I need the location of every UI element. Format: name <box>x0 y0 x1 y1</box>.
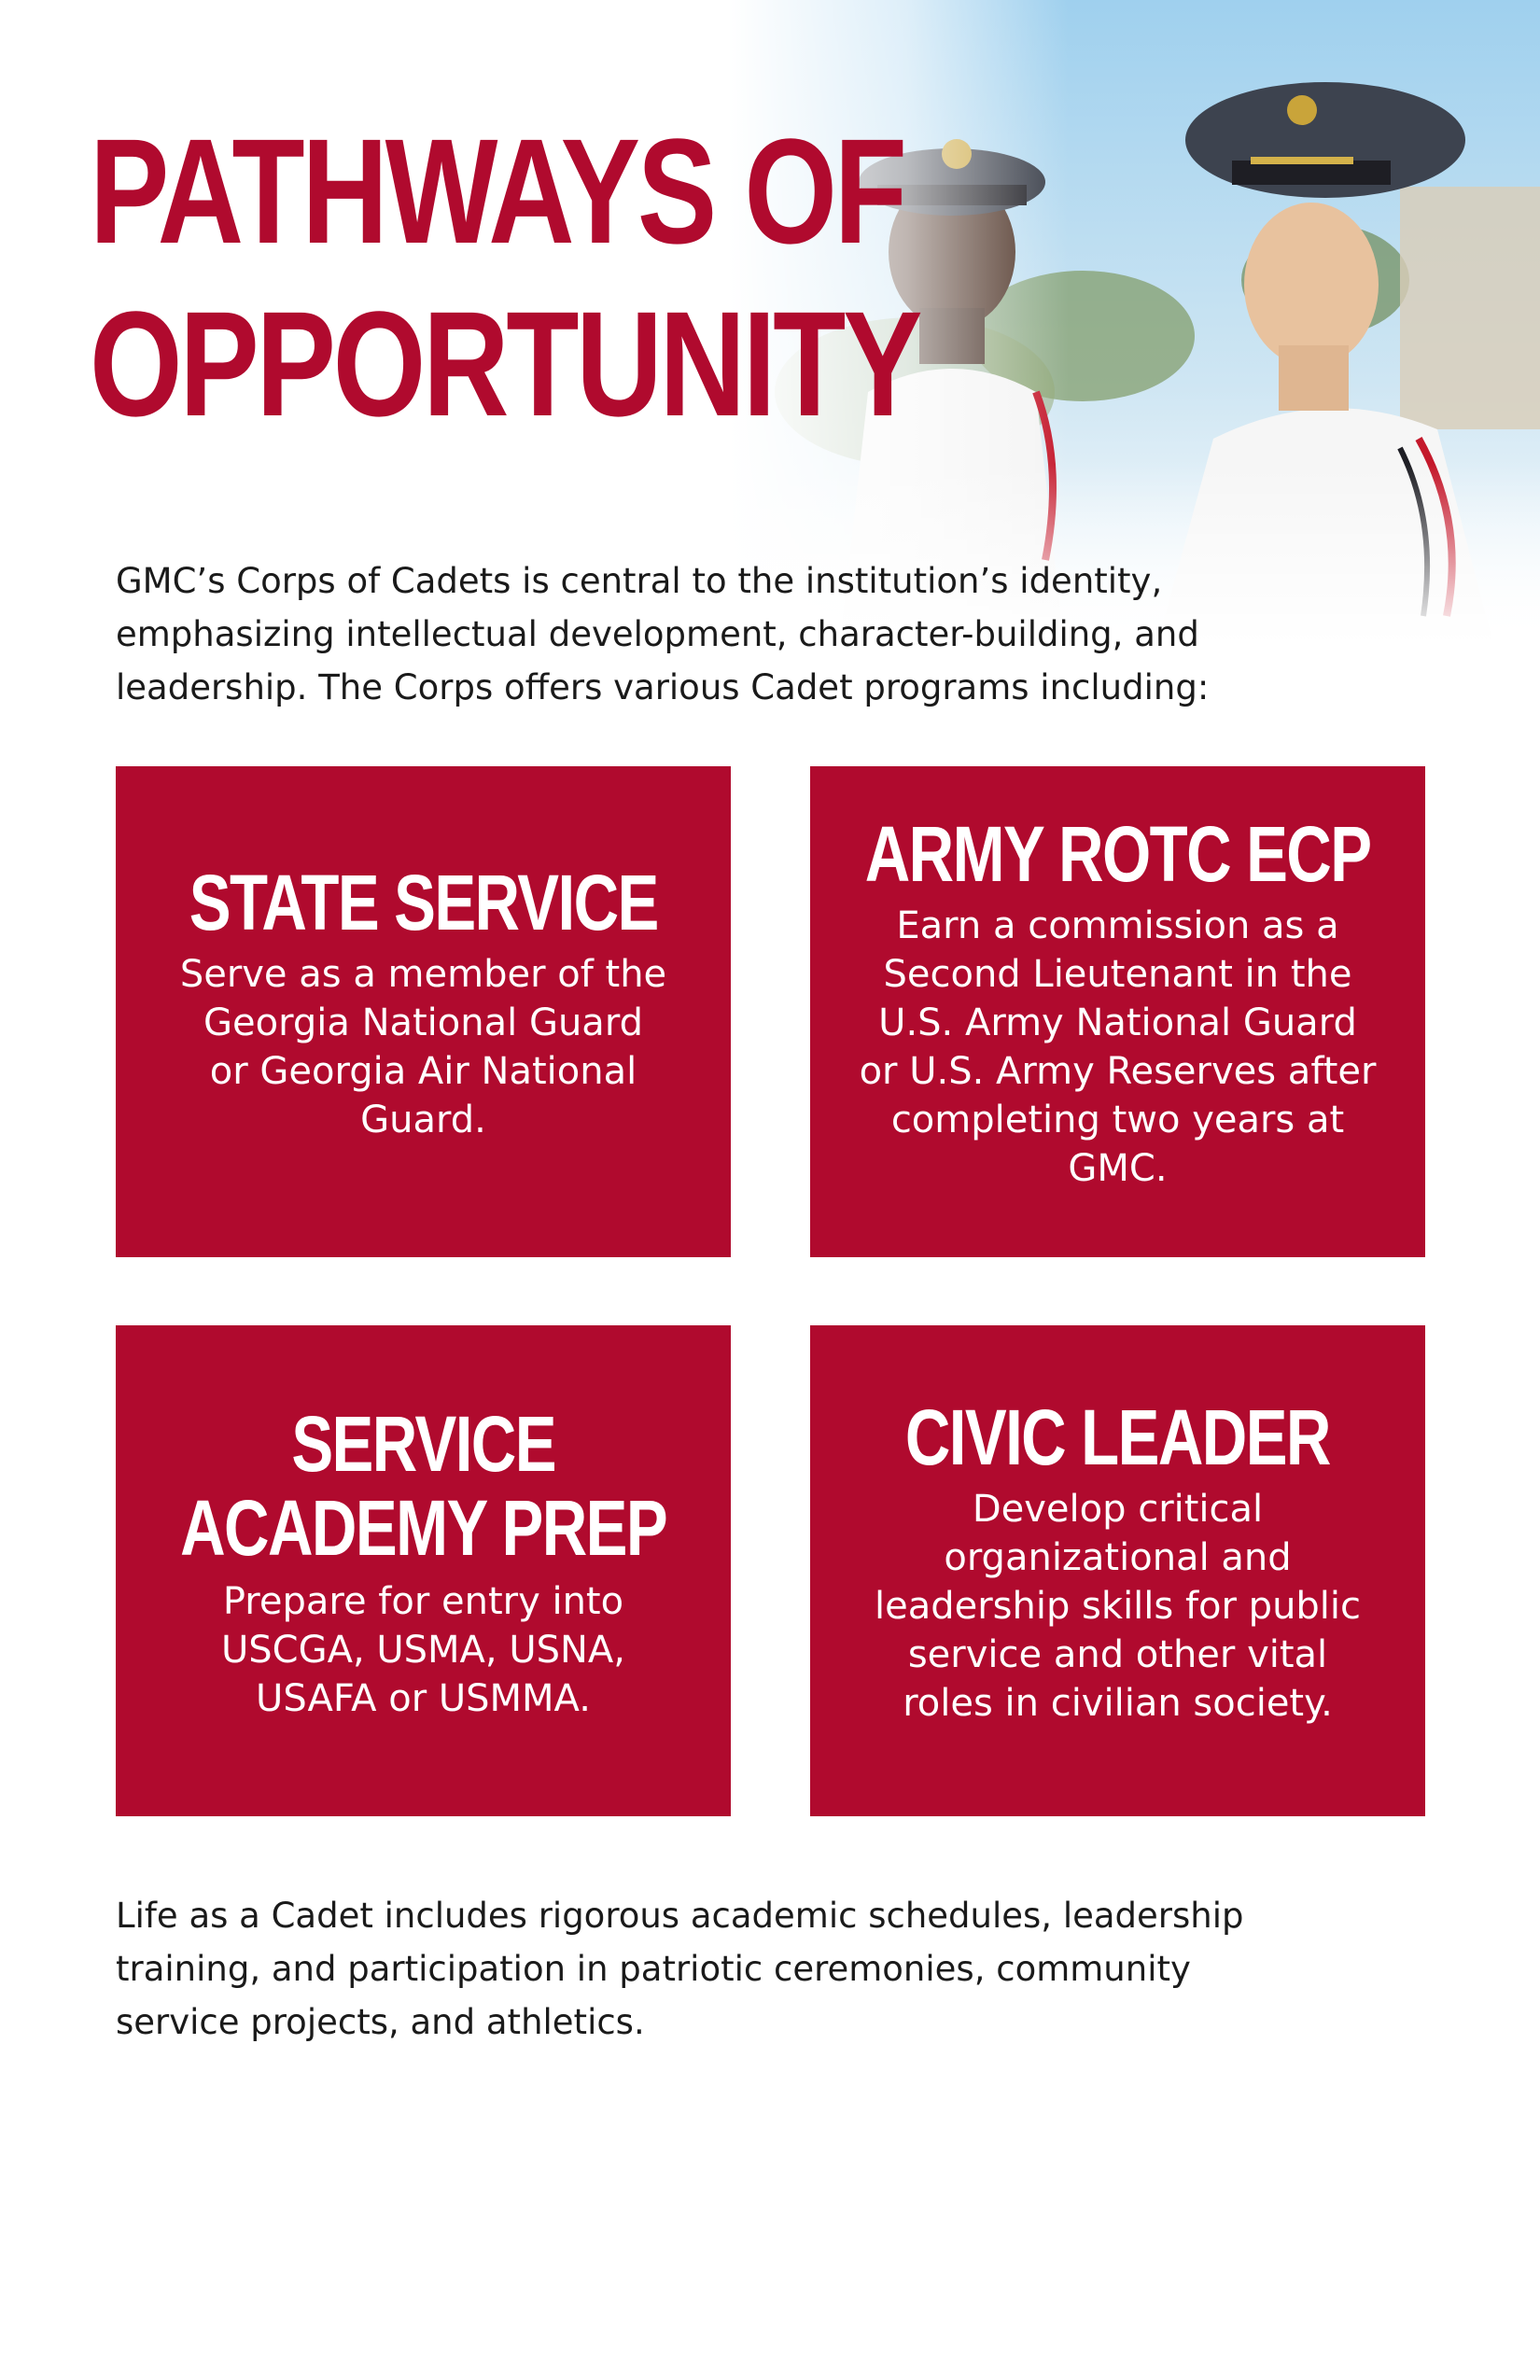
description-line: Second Lieutenant in the <box>883 953 1352 996</box>
description-line: Develop critical <box>972 1488 1264 1531</box>
program-card-description <box>860 902 1377 1193</box>
description-line: Earn a commission as a <box>896 904 1339 947</box>
program-title-line: STATE SERVICE <box>189 859 658 946</box>
intro-line-2: emphasizing intellectual development, character-building, and <box>116 614 1199 654</box>
program-title-line: ACADEMY PREP <box>180 1484 666 1572</box>
program-title-line: ARMY ROTC ECP <box>864 810 1371 898</box>
program-card-title <box>180 1402 666 1570</box>
title-line-1: PATHWAYS OF <box>90 107 904 274</box>
outro-line-2: training, and participation in patriotic ceremonies, community <box>116 1949 1191 1989</box>
program-card-title <box>905 1393 1330 1481</box>
description-line: roles in civilian society. <box>903 1682 1333 1725</box>
outro-line-1: Life as a Cadet includes rigorous academic schedules, leadership <box>116 1896 1244 1936</box>
program-card-description <box>180 950 666 1144</box>
description-line: organizational and <box>944 1536 1292 1579</box>
page-title <box>90 105 919 450</box>
description-line: USCGA, USMA, USNA, <box>220 1629 626 1672</box>
program-card-title <box>189 859 658 946</box>
description-line: USAFA or USMMA. <box>256 1677 591 1720</box>
description-line: completing two years at <box>890 1099 1345 1141</box>
description-line: or U.S. Army Reserves after <box>859 1050 1377 1093</box>
program-card-description <box>875 1485 1361 1728</box>
intro-paragraph <box>116 554 1357 714</box>
description-line: leadership skills for public <box>874 1585 1362 1628</box>
program-card-army-rotc-ecp <box>810 766 1425 1257</box>
description-line: Guard. <box>360 1099 486 1141</box>
intro-line-1: GMC’s Corps of Cadets is central to the institution’s identity, <box>116 561 1163 601</box>
program-card-state-service <box>116 766 731 1257</box>
outro-line-3: service projects, and athletics. <box>116 2002 645 2042</box>
program-title-line: SERVICE <box>291 1400 555 1488</box>
program-card-title <box>864 810 1371 898</box>
program-card-civic-leader <box>810 1325 1425 1816</box>
description-line: U.S. Army National Guard <box>878 1001 1357 1044</box>
description-line: or Georgia Air National <box>209 1050 637 1093</box>
program-card-description <box>221 1577 625 1723</box>
title-line-2: OPPORTUNITY <box>90 280 920 447</box>
description-line: service and other vital <box>907 1633 1328 1676</box>
outro-paragraph <box>116 1889 1422 2049</box>
description-line: GMC. <box>1068 1147 1168 1190</box>
intro-line-3: leadership. The Corps offers various Cadet programs including: <box>116 667 1210 707</box>
program-title-line: CIVIC LEADER <box>905 1393 1330 1481</box>
description-line: Georgia National Guard <box>203 1001 643 1044</box>
program-card-service-academy-prep <box>116 1325 731 1816</box>
description-line: Prepare for entry into <box>222 1580 624 1623</box>
description-line: Serve as a member of the <box>179 953 667 996</box>
